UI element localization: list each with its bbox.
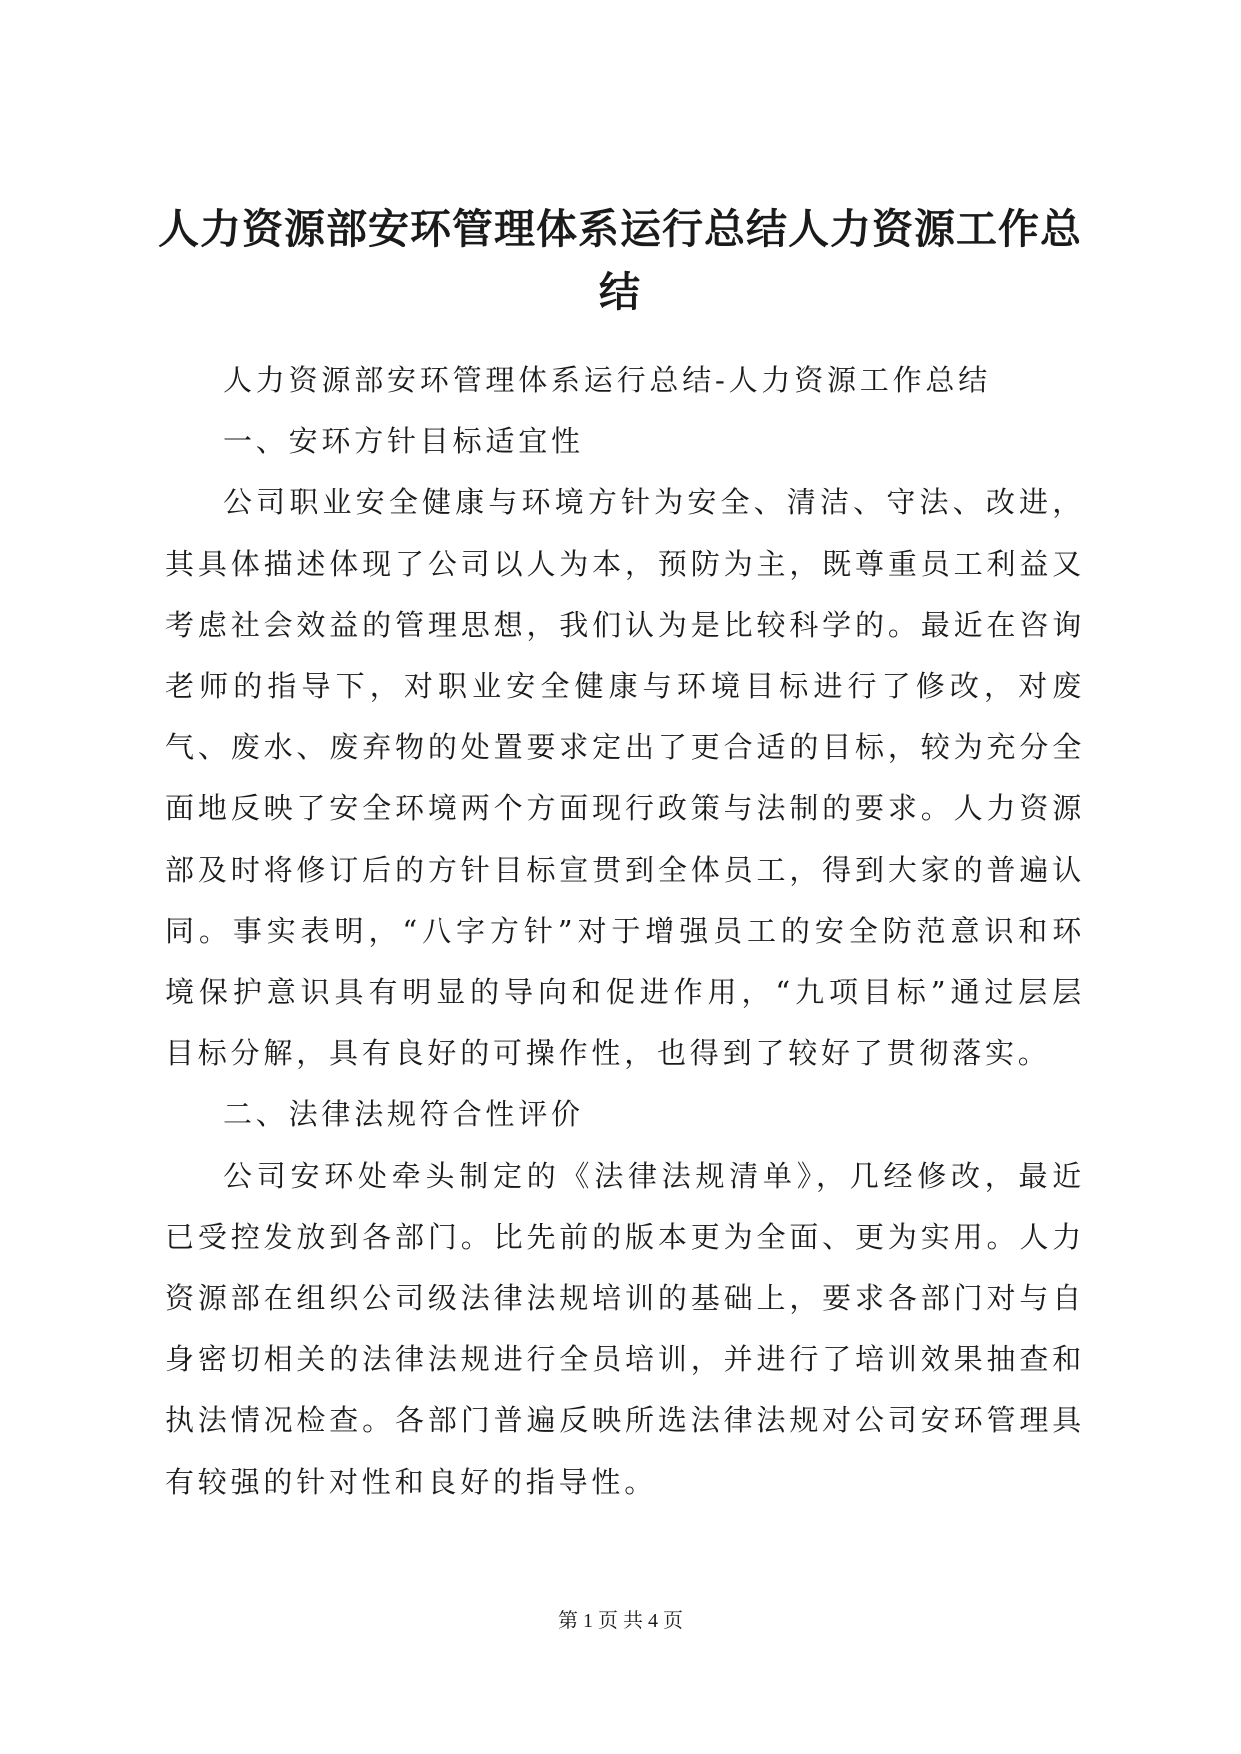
document-subtitle: 人力资源部安环管理体系运行总结-人力资源工作总结: [223, 363, 991, 397]
section2-heading: 二、法律法规符合性评价: [223, 1097, 584, 1132]
document-title: 人力资源部安环管理体系运行总结人力资源工作总结: [158, 205, 1082, 316]
page-number-footer: 第 1 页 共 4 页: [558, 1610, 683, 1632]
section1-heading: 一、安环方针目标适宜性: [223, 424, 584, 459]
section2-paragraph: 公司安环处牵头制定的《法律法规清单》，几经修改，最近已受控发放到各部门。比先前的版本更为全面、更为实用。人力资源部在组织公司级法律法规培训的基础上，要求各部门对与自身密切相关的法律法规进行全员培训，并进行了培训效果抽查和执法情况检查。各部门普遍反映所选法律法规对公司安环管理具有较强的针对性和良好的指导性。: [165, 1158, 1085, 1499]
document-body: [165, 350, 1085, 1513]
section1-paragraph: 公司职业安全健康与环境方针为安全、清洁、守法、改进，其具体描述体现了公司以人为本，预防为主，既尊重员工利益又考虑社会效益的管理思想，我们认为是比较科学的。最近在咨询老师的指导下，对职业安全健康与环境目标进行了修改，对废气、废水、废弃物的处置要求定出了更合适的目标，较为充分全面地反映了安全环境两个方面现行政策与法制的要求。人力资源部及时将修订后的方针目标宣贯到全体员工，得到大家的普遍认同。事实表明，“八字方针”对于增强员工的安全防范意识和环境保护意识具有明显的导向和促进作用，“九项目标”通过层层目标分解，具有良好的可操作性，也得到了较好了贯彻落实。: [165, 485, 1085, 1071]
